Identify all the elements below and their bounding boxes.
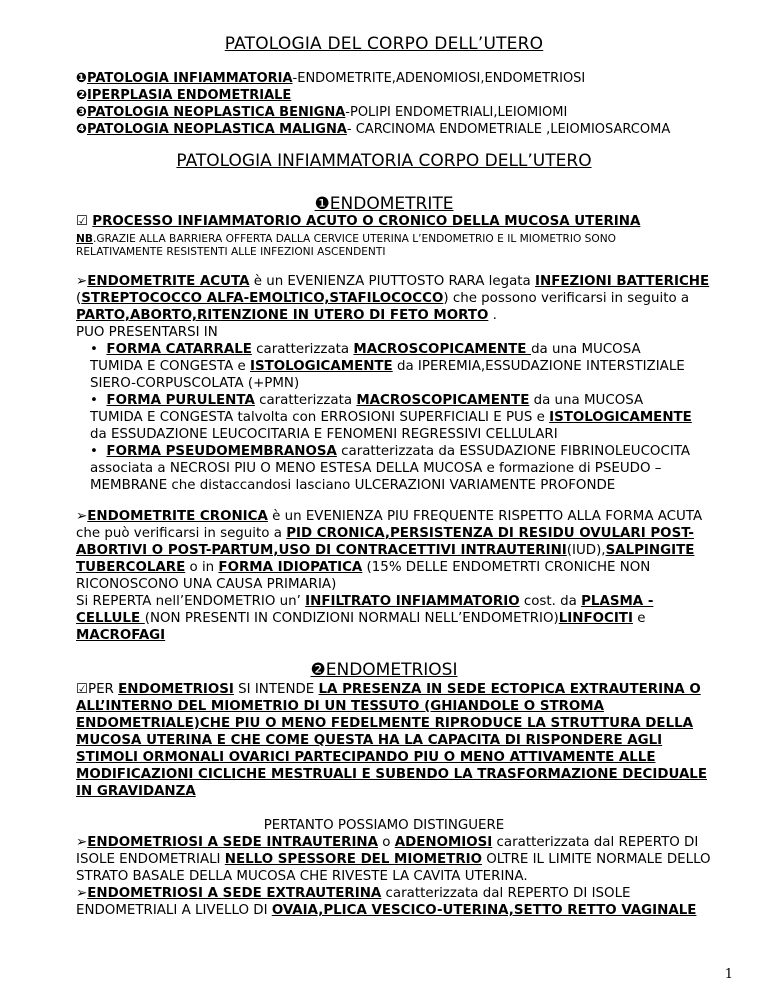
form-heading: FORMA PSEUDOMEMBRANOSA xyxy=(106,444,337,459)
text-emphasis: LA PRESENZA IN SEDE ECTOPICA EXTRAUTERINA O xyxy=(318,682,701,697)
section-number: ❶ xyxy=(314,194,330,214)
nb-note xyxy=(76,233,736,259)
endometriosi-types xyxy=(76,834,736,919)
endometrite-heading-text: ENDOMETRITE xyxy=(329,194,454,214)
table-of-contents xyxy=(76,70,670,138)
text: (15% DELLE ENDOMETRTI CRONICHE NON xyxy=(362,560,651,575)
text-emphasis: ISTOLOGICAMENTE xyxy=(250,359,393,374)
toc-heading: PATOLOGIA NEOPLASTICA MALIGNA xyxy=(87,122,347,137)
text-emphasis: PARTO,ABORTO,RITENZIONE IN UTERO DI FETO MORTO xyxy=(76,308,489,323)
toc-number: ❸ xyxy=(76,105,88,120)
toc-detail: -POLIPI ENDOMETRIALI,LEIOMIOMI xyxy=(345,105,568,120)
text: STRATO BASALE DELLA MUCOSA CHE RIVESTE LA CAVITA UTERINA. xyxy=(76,869,528,884)
endometrite-acuta xyxy=(76,273,736,494)
text-emphasis: INFEZIONI BATTERICHE xyxy=(535,274,710,289)
text: MEMBRANE che distaccandosi lasciano ULCERAZIONI VARIAMENTE PROFONDE xyxy=(90,478,616,493)
bullet-icon: • xyxy=(90,444,98,459)
page-number: 1 xyxy=(724,967,733,982)
bullet-icon: • xyxy=(90,393,98,408)
endometriosi-definition xyxy=(76,681,736,800)
text: (IUD), xyxy=(566,543,606,558)
text-emphasis: ISTOLOGICAMENTE xyxy=(549,410,692,425)
arrow-icon: ➢ xyxy=(76,886,88,901)
text: caratterizzata xyxy=(254,393,357,408)
endometrite-heading xyxy=(0,194,768,214)
text: TUMIDA E CONGESTA e xyxy=(90,359,250,374)
text-emphasis: MUCOSA UTERINA E CHE COME QUESTA HA LA CAPACITA DI RISPONDERE AGLI xyxy=(76,733,663,748)
text: PUO PRESENTARSI IN xyxy=(76,325,218,340)
text-emphasis: CELLULE xyxy=(76,611,145,626)
text: che può verificarsi in seguito a xyxy=(76,526,287,541)
text-emphasis: STIMOLI ORMONALI OVARICI PARTECIPANDO PIU O MENO ATTIVAMENTE ALLE xyxy=(76,750,656,765)
text: da una MUCOSA xyxy=(529,393,644,408)
text: SIERO-CORPUSCOLATA (+PMN) xyxy=(90,376,300,391)
text: da IPEREMIA,ESSUDAZIONE INTERSTIZIALE xyxy=(392,359,685,374)
endometriosi-heading-text: ENDOMETRIOSI xyxy=(325,660,458,680)
text: caratterizzata dal REPERTO DI ISOLE xyxy=(381,886,631,901)
text-emphasis: ADENOMIOSI xyxy=(394,835,493,850)
text: è un EVENIENZA PIUTTOSTO RARA legata xyxy=(249,274,535,289)
text-emphasis: ENDOMETRIOSI A SEDE EXTRAUTERINA xyxy=(87,886,382,901)
toc-detail: - CARCINOMA ENDOMETRIALE ,LEIOMIOSARCOMA xyxy=(346,122,671,137)
acuta-heading: ENDOMETRITE ACUTA xyxy=(87,274,250,289)
toc-detail: -ENDOMETRITE,ADENOMIOSI,ENDOMETRIOSI xyxy=(292,71,586,86)
text-emphasis: LINFOCITI xyxy=(558,611,633,626)
text-emphasis: SALPINGITE xyxy=(605,543,695,558)
text: è un EVENIENZA PIU FREQUENTE RISPETTO ALLA FORMA ACUTA xyxy=(267,509,703,524)
text: o in xyxy=(185,560,219,575)
text: associata a NECROSI PIU O MENO ESTESA DELLA MUCOSA e formazione di PSEUDO – xyxy=(90,461,662,476)
nb-label: NB xyxy=(76,233,93,245)
text: PER xyxy=(88,682,119,697)
toc-heading: PATOLOGIA INFIAMMATORIA xyxy=(87,71,293,86)
text: OLTRE IL LIMITE NORMALE DELLO xyxy=(482,852,711,867)
toc-item xyxy=(76,121,670,138)
toc-number: ❷ xyxy=(76,88,88,103)
cronica-heading: ENDOMETRITE CRONICA xyxy=(87,509,268,524)
text-emphasis: NELLO SPESSORE DEL MIOMETRIO xyxy=(224,852,482,867)
toc-number: ❹ xyxy=(76,122,88,137)
section-title: PATOLOGIA INFIAMMATORIA CORPO DELL’UTERO xyxy=(176,151,592,171)
endometrite-definition xyxy=(76,213,736,230)
arrow-icon: ➢ xyxy=(76,509,88,524)
document-title: PATOLOGIA DEL CORPO DELL’UTERO xyxy=(224,34,544,54)
endometrite-cronica xyxy=(76,508,736,644)
text-emphasis: STREPTOCOCCO ALFA-EMOLTICO,STAFILOCOCCO xyxy=(81,291,444,306)
nb-text-1: .GRAZIE ALLA BARRIERA OFFERTA DALLA CERVICE UTERINA L’ENDOMETRIO E IL MIOMETRIO SONO xyxy=(92,233,617,245)
toc-item xyxy=(76,104,670,121)
text-emphasis: ENDOMETRIOSI xyxy=(118,682,234,697)
text-emphasis: ENDOMETRIOSI A SEDE INTRAUTERINA xyxy=(87,835,379,850)
toc-heading: PATOLOGIA NEOPLASTICA BENIGNA xyxy=(87,105,346,120)
toc-heading: IPERPLASIA ENDOMETRIALE xyxy=(87,88,292,103)
text-emphasis: IN GRAVIDANZA xyxy=(76,784,196,799)
text: e xyxy=(632,611,646,626)
text: o xyxy=(378,835,395,850)
form-heading: FORMA PURULENTA xyxy=(106,393,255,408)
section-number: ❷ xyxy=(310,660,326,680)
text: RICONOSCONO UNA CAUSA PRIMARIA) xyxy=(76,577,337,592)
bullet-icon: • xyxy=(90,342,98,357)
checkbox-icon: ☑ xyxy=(76,682,89,697)
text: TUMIDA E CONGESTA talvolta con ERROSIONI SUPERFICIALI E PUS e xyxy=(90,410,550,425)
pertanto-line: PERTANTO POSSIAMO DISTINGUERE xyxy=(263,818,505,833)
text: caratterizzata da ESSUDAZIONE FIBRINOLEUCOCITA xyxy=(336,444,691,459)
text-emphasis: INFILTRATO INFIAMMATORIO xyxy=(305,594,520,609)
text-emphasis: PLASMA - xyxy=(581,594,654,609)
text-emphasis: FORMA IDIOPATICA xyxy=(218,560,363,575)
toc-number: ❶ xyxy=(76,71,88,86)
text: da ESSUDAZIONE LEUCOCITARIA E FENOMENI REGRESSIVI CELLULARI xyxy=(90,427,558,442)
text-emphasis: PID CRONICA,PERSISTENZA DI RESIDU OVULARI POST- xyxy=(286,526,694,541)
text-emphasis: OVAIA,PLICA VESCICO-UTERINA,SETTO RETTO VAGINALE xyxy=(271,903,697,918)
text: (NON PRESENTI IN CONDIZIONI NORMALI NELL’ENDOMETRIO) xyxy=(144,611,559,626)
text: ISOLE ENDOMETRIALI xyxy=(76,852,225,867)
text: ) che possono verificarsi in seguito a xyxy=(443,291,690,306)
text: cost. da xyxy=(519,594,582,609)
text: ( xyxy=(76,291,82,306)
arrow-icon: ➢ xyxy=(76,274,88,289)
text-emphasis: TUBERCOLARE xyxy=(76,560,186,575)
text: . xyxy=(488,308,497,323)
text-emphasis: MACROSCOPICAMENTE xyxy=(353,342,532,357)
endometriosi-heading xyxy=(0,660,768,680)
text-emphasis: MACROSCOPICAMENTE xyxy=(356,393,530,408)
toc-item xyxy=(76,87,670,104)
text-emphasis: MACROFAGI xyxy=(76,628,166,643)
toc-item xyxy=(76,70,670,87)
arrow-icon: ➢ xyxy=(76,835,88,850)
text: caratterizzata xyxy=(251,342,354,357)
text-emphasis: MODIFICAZIONI CICLICHE MESTRUALI E SUBENDO LA TRASFORMAZIONE DECIDUALE xyxy=(76,767,707,782)
text: SI INTENDE xyxy=(233,682,319,697)
text: caratterizzata dal REPERTO DI xyxy=(492,835,699,850)
text-emphasis: ALL’INTERNO DEL MIOMETRIO DI UN TESSUTO (GHIANDOLE O STROMA xyxy=(76,699,604,714)
text: ENDOMETRIALI A LIVELLO DI xyxy=(76,903,272,918)
text: Si REPERTA nell’ENDOMETRIO un’ xyxy=(76,594,306,609)
text-emphasis: ENDOMETRIALE)CHE PIU O MENO FEDELMENTE RIPRODUCE LA STRUTTURA DELLA xyxy=(76,716,693,731)
checkbox-icon: ☑ xyxy=(76,214,89,229)
form-heading: FORMA CATARRALE xyxy=(106,342,252,357)
nb-text-2: RELATIVAMENTE RESISTENTI ALLE INFEZIONI ASCENDENTI xyxy=(76,246,386,258)
text-emphasis: ABORTIVI O POST-PARTUM,USO DI CONTRACETTIVI INTRAUTERINI xyxy=(76,543,567,558)
definition-text: PROCESSO INFIAMMATORIO ACUTO O CRONICO DELLA MUCOSA UTERINA xyxy=(92,214,641,229)
text: da una MUCOSA xyxy=(531,342,641,357)
